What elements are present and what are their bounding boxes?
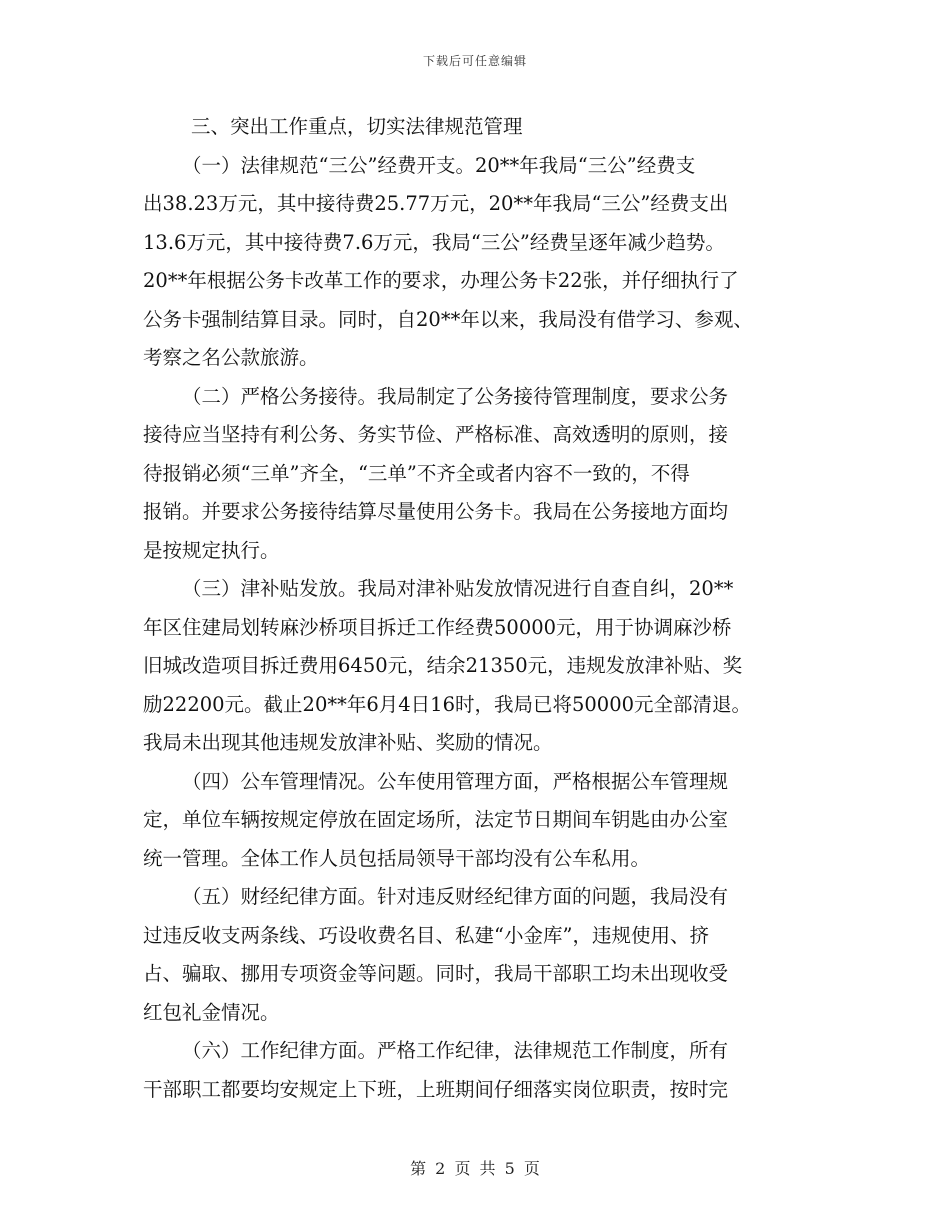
paragraph-1-line: 20**年根据公务卡改革工作的要求，办理公务卡22张，并仔细执行了: [143, 269, 739, 292]
paragraph-1-line: （一）法律规范“三公”经费开支。20**年我局“三公”经费支: [182, 153, 696, 177]
paragraph-5-line: 占、骗取、挪用专项资金等问题。同时，我局干部职工均未出现收受: [143, 962, 729, 985]
paragraph-3-line: 旧城改造项目拆迁费用6450元，结余21350元，违规发放津补贴、奖: [143, 654, 743, 677]
paragraph-5-line: 红包礼金情况。: [143, 1000, 280, 1024]
paragraph-1-line: 13.6万元，其中接待费7.6万元，我局“三公”经费呈逐年减少趋势。: [143, 230, 725, 254]
paragraph-4-line: （四）公车管理情况。公车使用管理方面，严格根据公车管理规: [182, 769, 729, 793]
paragraph-2-line: 是按规定执行。: [143, 538, 280, 562]
paragraph-2-line: （二）严格公务接待。我局制定了公务接待管理制度，要求公务: [182, 384, 729, 408]
paragraph-3-line: 我局未出现其他违规发放津补贴、奖励的情况。: [143, 731, 553, 754]
paragraph-3-line: （三）津补贴发放。我局对津补贴发放情况进行自查自纠，20**: [182, 577, 734, 600]
section-heading: 三、突出工作重点，切实法律规范管理: [191, 115, 523, 138]
paragraph-4-line: 统一管理。全体工作人员包括局领导干部均没有公车私用。: [143, 846, 651, 870]
page-header: 下载后可任意编辑: [422, 54, 527, 68]
paragraph-3-line: 励22200元。截止20**年6月4日16时，我局已将50000元全部清退。: [143, 692, 752, 716]
paragraph-1-line: 出38.23万元，其中接待费25.77万元，20**年我局“三公”经费支出: [143, 192, 729, 215]
paragraph-5-line: 过违反收支两条线、巧设收费名目、私建“小金库”，违规使用、挤: [143, 923, 709, 947]
paragraph-3-line: 年区住建局划转麻沙桥项目拆迁工作经费50000元，用于协调麻沙桥: [143, 615, 732, 639]
paragraph-1-line: 考察之名公款旅游。: [143, 346, 319, 369]
paragraph-1-line: 公务卡强制结算目录。同时，自20**年以来，我局没有借学习、参观、: [143, 307, 753, 331]
paragraph-5-line: （五）财经纪律方面。针对违反财经纪律方面的问题，我局没有: [182, 885, 729, 908]
document-body: [143, 108, 811, 1109]
paragraph-2-line: 接待应当坚持有利公务、务实节俭、严格标准、高效透明的原则，接: [143, 423, 729, 446]
paragraph-4-line: 定，单位车辆按规定停放在固定场所，法定节日期间车钥匙由办公室: [143, 808, 729, 831]
paragraph-2-line: 待报销必须“三单”齐全，“三单”不齐全或者内容不一致的，不得: [143, 461, 690, 485]
paragraph-6-line: 干部职工都要均安规定上下班，上班期间仔细落实岗位职责，按时完: [143, 1077, 729, 1101]
paragraph-6-line: （六）工作纪律方面。严格工作纪律，法律规范工作制度，所有: [182, 1039, 729, 1062]
paragraph-2-line: 报销。并要求公务接待结算尽量使用公务卡。我局在公务接地方面均: [143, 500, 729, 523]
page-footer: 第 2 页 共 5 页: [410, 1159, 540, 1178]
